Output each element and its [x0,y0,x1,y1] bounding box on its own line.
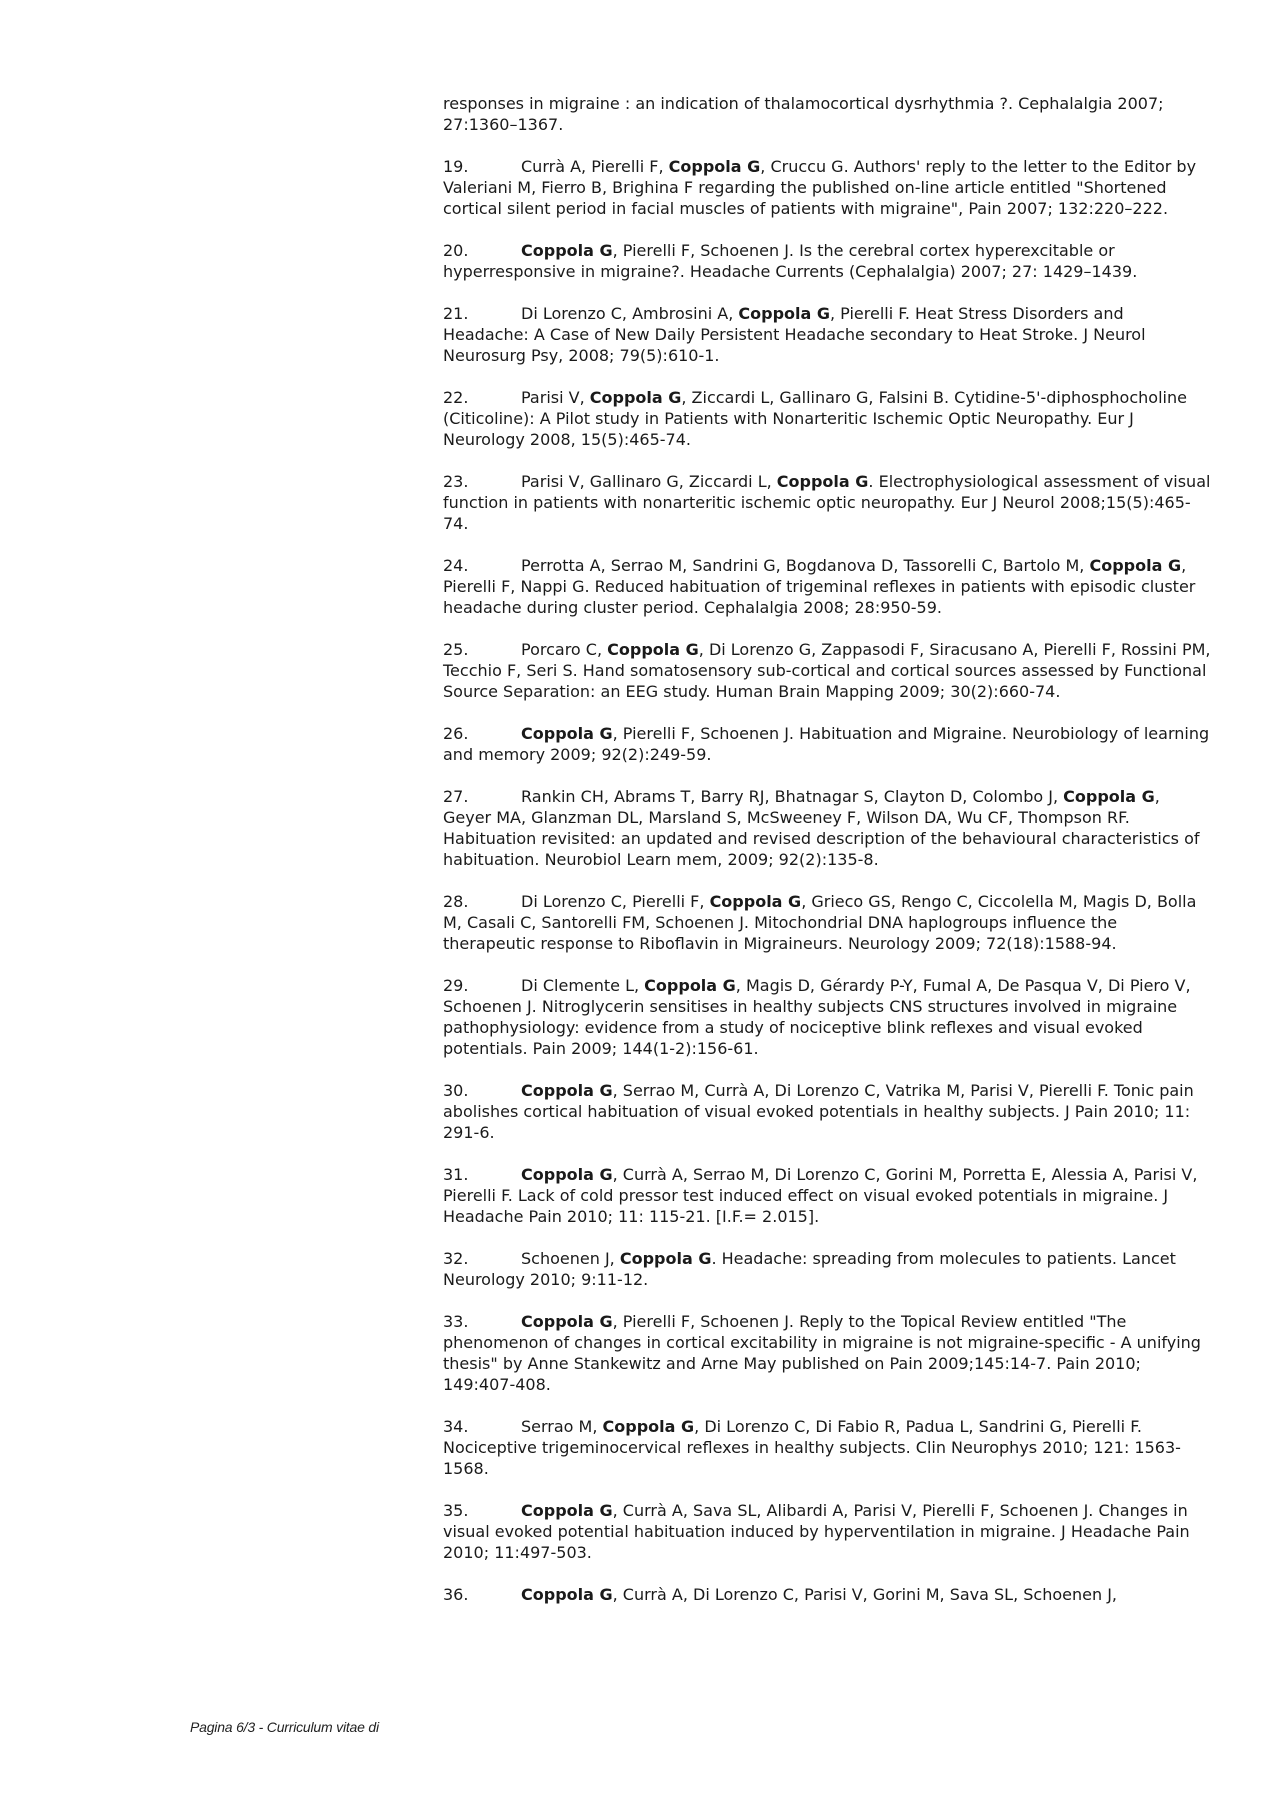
highlighted-author: Coppola G [521,1312,613,1331]
reference-citation: , Pierelli F, Nappi G. Reduced habituation of trigeminal reflexes in patients with episodic cluster headache during cluster period. Cephalalgia 2008; 28:950-59. [443,556,1196,617]
reference-item [443,1584,1211,1605]
reference-authors-before: Di Clemente L, [521,976,645,995]
reference-authors-before: Rankin CH, Abrams T, Barry RJ, Bhatnagar S, Clayton D, Colombo J, [521,787,1064,806]
reference-number: 30. [443,1081,469,1100]
reference-number: 32. [443,1249,469,1268]
reference-number: 36. [443,1585,469,1604]
highlighted-author: Coppola G [668,157,761,176]
reference-citation: . Headache: spreading from molecules to patients. Lancet Neurology 2010; 9:11-12. [443,1249,1176,1289]
highlighted-author: Coppola G [521,1501,613,1520]
reference-item [443,1164,1211,1227]
reference-citation: , Pierelli F. Heat Stress Disorders and Headache: A Case of New Daily Persistent Headache secondary to Heat Stroke. J Neurol Neurosurg Psy, 2008; 79(5):610-1. [443,304,1146,365]
continued-reference-text: responses in migraine : an indication of thalamocortical dysrhythmia ?. Cephalalgia 2007; 27:1360–1367. [443,94,1164,134]
reference-item [443,240,1211,282]
document-body [443,93,1211,1626]
reference-citation: , Currà A, Serrao M, Di Lorenzo C, Gorini M, Porretta E, Alessia A, Parisi V, Pierelli F. Lack of cold pressor test induced effect on visual evoked potentials in migraine. J Headache Pain 2010; 11: 115-21. [I.F.= 2.015]. [443,1165,1198,1226]
reference-number: 19. [443,157,469,176]
reference-authors-before: Di Lorenzo C, Ambrosini A, [521,304,739,323]
reference-item [443,1416,1211,1479]
highlighted-author: Coppola G [521,1081,613,1100]
reference-number: 23. [443,472,469,491]
reference-authors-before: Parisi V, [521,388,590,407]
reference-citation: , Di Lorenzo G, Zappasodi F, Siracusano A, Pierelli F, Rossini PM, Tecchio F, Seri S. Hand somatosensory sub-cortical and cortical sources assessed by Functional Source Separation: an EEG study. Human Brain Mapping 2009; 30(2):660-74. [443,640,1211,701]
reference-item [443,555,1211,618]
highlighted-author: Coppola G [602,1417,695,1436]
reference-number: 31. [443,1165,469,1184]
highlighted-author: Coppola G [1089,556,1182,575]
reference-number: 21. [443,304,469,323]
reference-authors-before: Parisi V, Gallinaro G, Ziccardi L, [521,472,777,491]
reference-authors-before: Currà A, Pierelli F, [521,157,669,176]
reference-item [443,156,1211,219]
reference-item [443,891,1211,954]
reference-authors-before: Schoenen J, [521,1249,620,1268]
reference-citation: , Cruccu G. Authors' reply to the letter to the Editor by Valeriani M, Fierro B, Brighina F regarding the published on-line article entitled "Shortened cortical silent period in facial muscles of patients with migraine", Pain 2007; 132:220–222. [443,157,1197,218]
highlighted-author: Coppola G [521,241,613,260]
reference-authors-before: Serrao M, [521,1417,603,1436]
reference-authors-before: Porcaro C, [521,640,608,659]
reference-citation: , Ziccardi L, Gallinaro G, Falsini B. Cytidine-5'-diphosphocholine (Citicoline): A Pilot study in Patients with Nonarteritic Ischemic Optic Neuropathy. Eur J Neurology 2008, 15(5):465-74. [443,388,1187,449]
reference-authors-before: Di Lorenzo C, Pierelli F, [521,892,710,911]
reference-item [443,1500,1211,1563]
reference-number: 34. [443,1417,469,1436]
reference-list [443,156,1211,1605]
reference-citation: . Electrophysiological assessment of visual function in patients with nonarteritic ischemic optic neuropathy. Eur J Neurol 2008;15(5):465-74. [443,472,1211,533]
highlighted-author: Coppola G [1063,787,1155,806]
reference-citation: , Serrao M, Currà A, Di Lorenzo C, Vatrika M, Parisi V, Pierelli F. Tonic pain abolishes cortical habituation of visual evoked potentials in healthy subjects. J Pain 2010; 11: 291-6. [443,1081,1194,1142]
highlighted-author: Coppola G [709,892,802,911]
reference-item [443,1080,1211,1143]
highlighted-author: Coppola G [521,1165,613,1184]
reference-citation: , Pierelli F, Schoenen J. Is the cerebral cortex hyperexcitable or hyperresponsive in migraine?. Headache Currents (Cephalalgia) 2007; 27: 1429–1439. [443,241,1138,281]
reference-number: 22. [443,388,469,407]
reference-citation: , Grieco GS, Rengo C, Ciccolella M, Magis D, Bolla M, Casali C, Santorelli FM, Schoenen J. Mitochondrial DNA haplogroups influence the therapeutic response to Riboflavin in Migraineurs. Neurology 2009; 72(18):1588-94. [443,892,1197,953]
reference-item [443,723,1211,765]
reference-number: 29. [443,976,469,995]
reference-number: 20. [443,241,469,260]
reference-number: 24. [443,556,469,575]
reference-number: 33. [443,1312,469,1331]
reference-citation: , Currà A, Di Lorenzo C, Parisi V, Gorini M, Sava SL, Schoenen J, [612,1585,1117,1604]
reference-item [443,975,1211,1059]
highlighted-author: Coppola G [521,724,613,743]
highlighted-author: Coppola G [738,304,830,323]
reference-citation: , Currà A, Sava SL, Alibardi A, Parisi V, Pierelli F, Schoenen J. Changes in visual evoked potential habituation induced by hyperventilation in migraine. J Headache Pain 2010; 11:497-503. [443,1501,1190,1562]
highlighted-author: Coppola G [644,976,736,995]
reference-citation: , Pierelli F, Schoenen J. Reply to the Topical Review entitled "The phenomenon of changes in cortical excitability in migraine is not migraine-specific - A unifying thesis" by Anne Stankewitz and Arne May published on Pain 2009;145:14-7. Pain 2010; 149:407-408. [443,1312,1201,1394]
reference-number: 26. [443,724,469,743]
reference-item [443,471,1211,534]
reference-citation: , Pierelli F, Schoenen J. Habituation and Migraine. Neurobiology of learning and memory 2009; 92(2):249-59. [443,724,1210,764]
reference-citation: , Di Lorenzo C, Di Fabio R, Padua L, Sandrini G, Pierelli F. Nociceptive trigeminocervical reflexes in healthy subjects. Clin Neurophys 2010; 121: 1563-1568. [443,1417,1181,1478]
reference-number: 27. [443,787,469,806]
highlighted-author: Coppola G [619,1249,712,1268]
reference-citation: , Geyer MA, Glanzman DL, Marsland S, McSweeney F, Wilson DA, Wu CF, Thompson RF. Habituation revisited: an updated and revised description of the behavioural characteristics of habituation. Neurobiol Learn mem, 2009; 92(2):135-8. [443,787,1200,869]
reference-item [443,1311,1211,1395]
highlighted-author: Coppola G [607,640,699,659]
reference-item [443,639,1211,702]
highlighted-author: Coppola G [776,472,869,491]
reference-citation: , Magis D, Gérardy P-Y, Fumal A, De Pasqua V, Di Piero V, Schoenen J. Nitroglycerin sensitises in healthy subjects CNS structures involved in migraine pathophysiology: evidence from a study of nociceptive blink reflexes and visual evoked potentials. Pain 2009; 144(1-2):156-61. [443,976,1191,1058]
reference-number: 25. [443,640,469,659]
reference-item [443,387,1211,450]
reference-item [443,1248,1211,1290]
highlighted-author: Coppola G [589,388,682,407]
highlighted-author: Coppola G [521,1585,613,1604]
reference-number: 28. [443,892,469,911]
reference-item [443,786,1211,870]
reference-number: 35. [443,1501,469,1520]
page-footer: Pagina 6/3 - Curriculum vitae di [190,1719,379,1735]
reference-item [443,303,1211,366]
reference-authors-before: Perrotta A, Serrao M, Sandrini G, Bogdanova D, Tassorelli C, Bartolo M, [521,556,1090,575]
